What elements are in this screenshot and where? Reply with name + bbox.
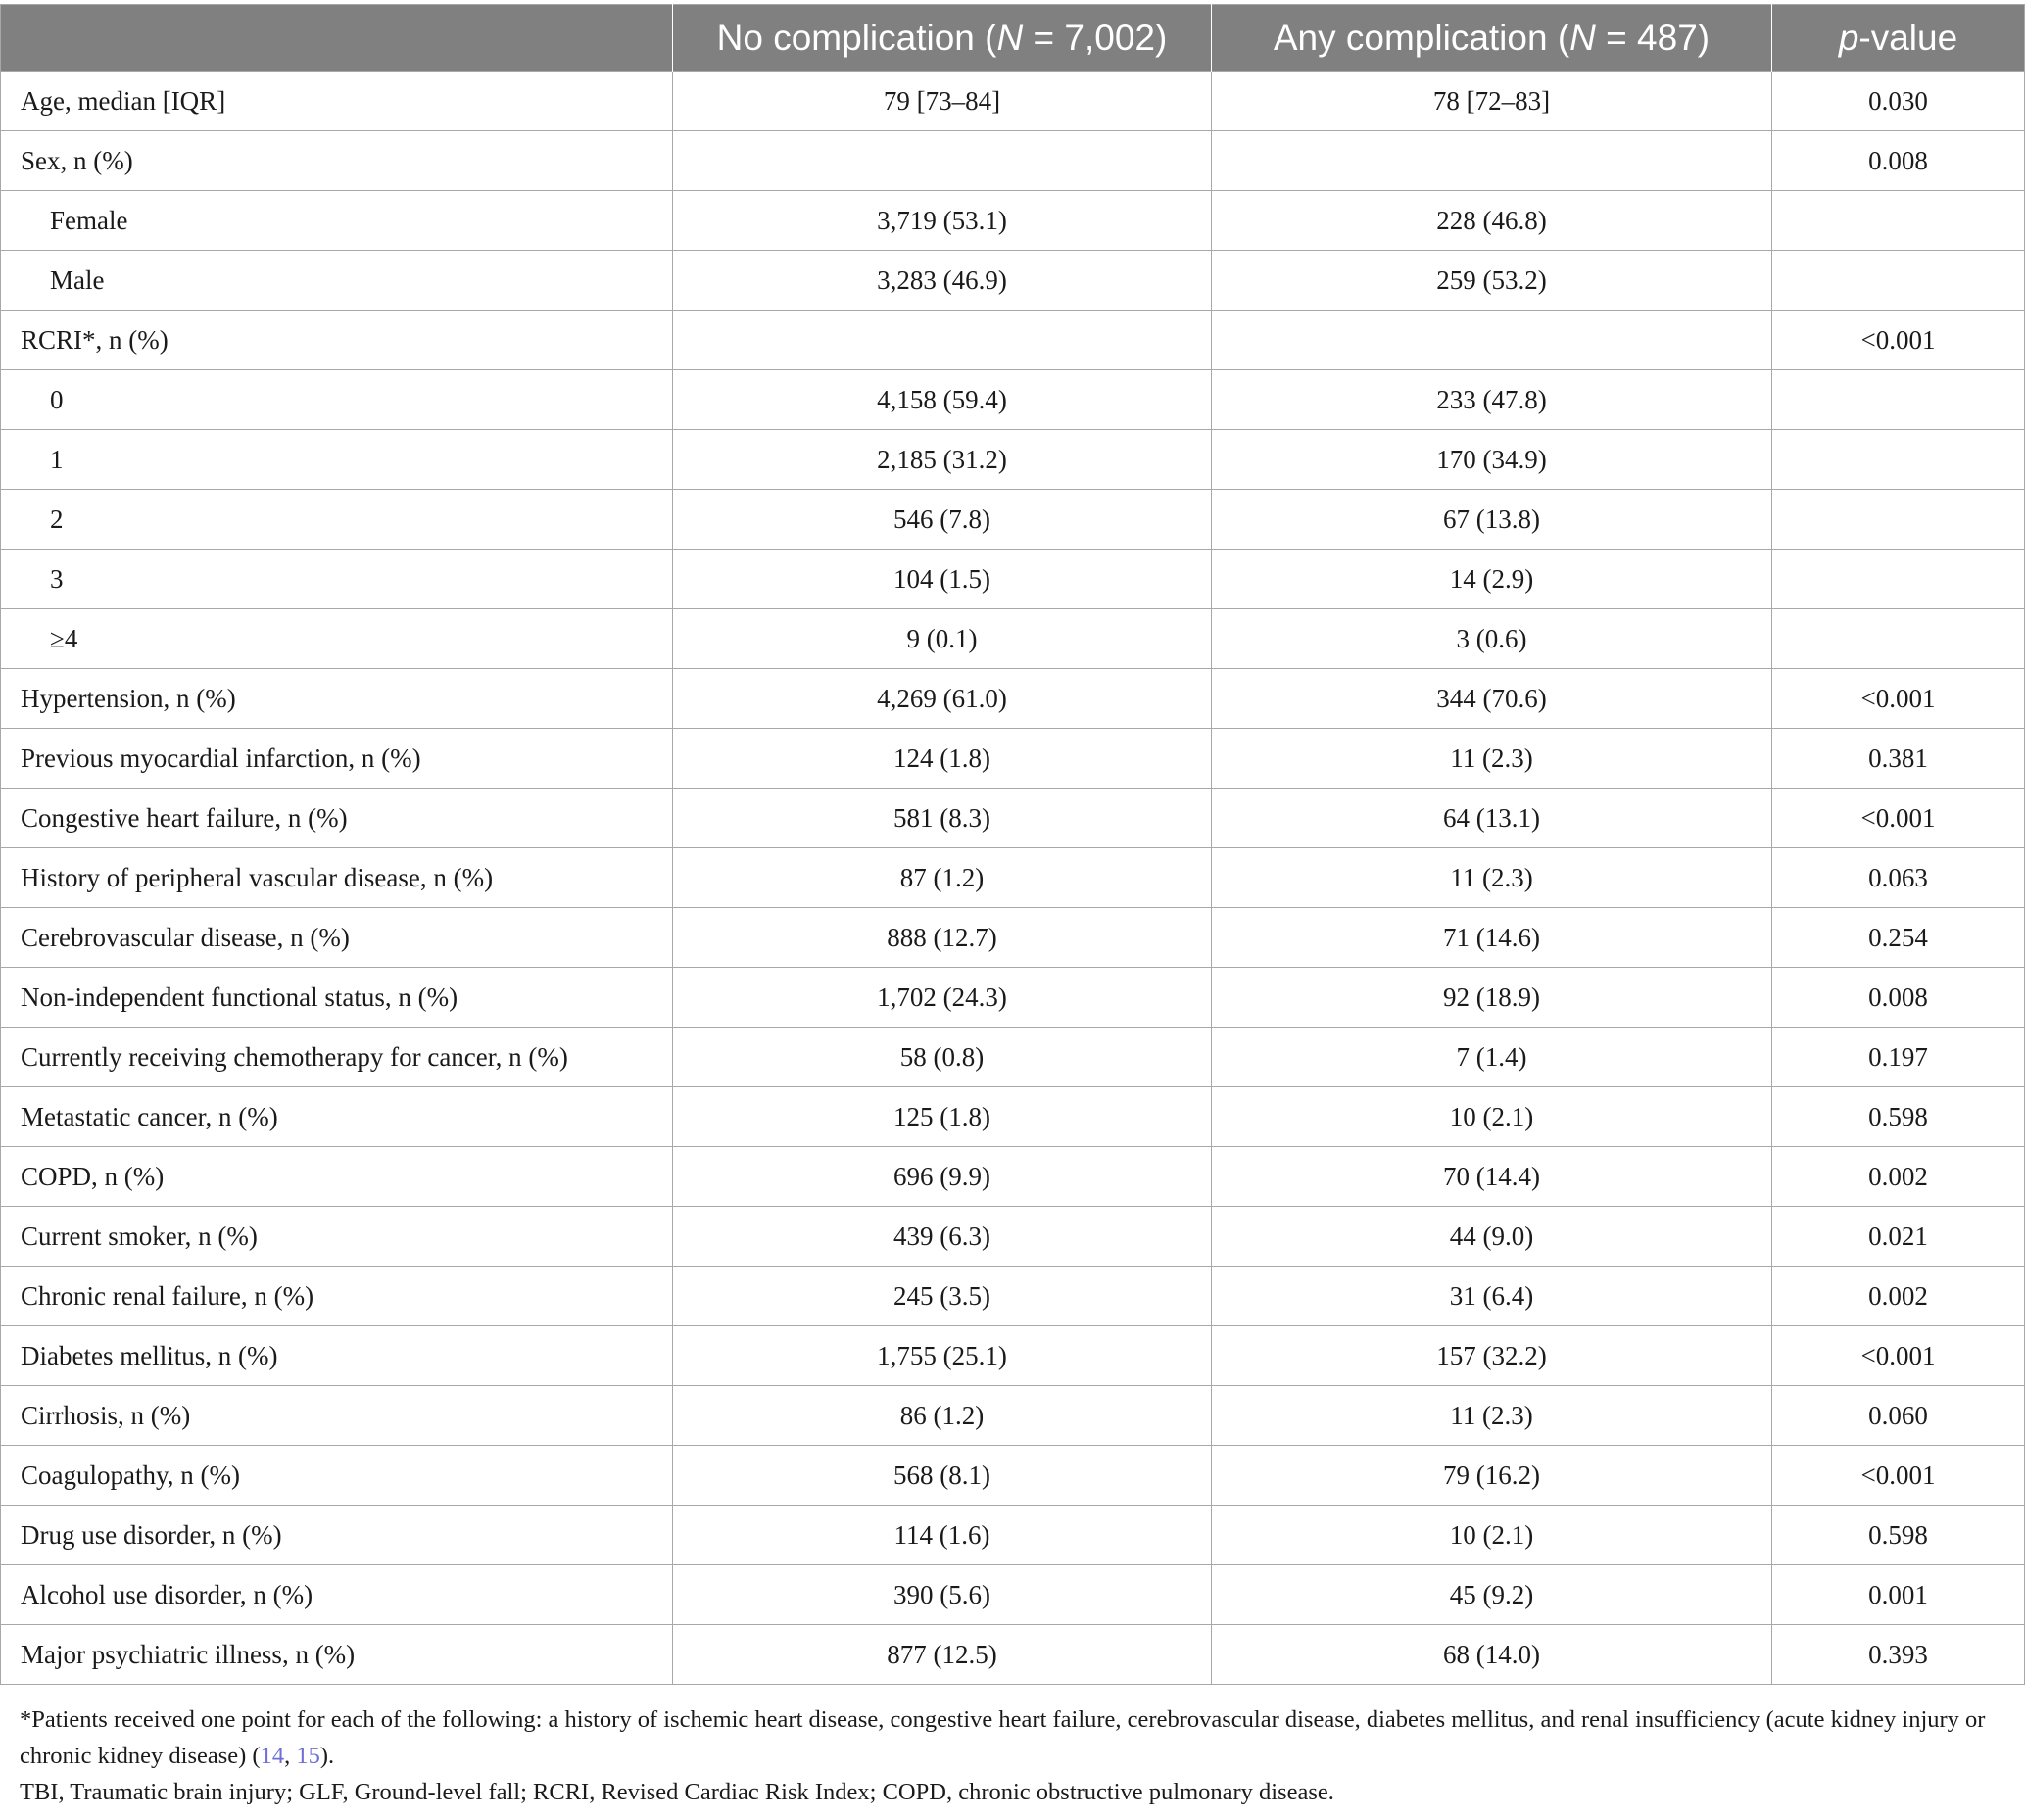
table-row <box>1 550 2025 609</box>
table-row <box>1 848 2025 908</box>
reference-link-15[interactable]: 15 <box>296 1743 320 1769</box>
header-any-complication-n: N <box>1569 17 1596 58</box>
cell-p-value: 0.002 <box>1772 1267 2025 1326</box>
footnote-abbreviations: TBI, Traumatic brain injury; GLF, Ground-level fall; RCRI, Revised Cardiac Risk Index; COPD, chronic obstructive pulmonary disease. <box>20 1779 1334 1805</box>
cell-no-complication: 104 (1.5) <box>673 550 1212 609</box>
row-label: Hypertension, n (%) <box>1 669 673 729</box>
header-row <box>1 5 2025 72</box>
table-row <box>1 430 2025 490</box>
row-label: Age, median [IQR] <box>1 72 673 131</box>
cell-any-complication: 259 (53.2) <box>1212 251 1772 311</box>
cell-any-complication: 14 (2.9) <box>1212 550 1772 609</box>
table-row <box>1 1386 2025 1446</box>
header-any-complication-post: = 487) <box>1595 17 1711 58</box>
cell-any-complication: 10 (2.1) <box>1212 1087 1772 1147</box>
cell-p-value: 0.008 <box>1772 131 2025 191</box>
row-label: 1 <box>1 430 673 490</box>
row-label: Alcohol use disorder, n (%) <box>1 1565 673 1625</box>
header-any-complication <box>1212 5 1772 72</box>
row-label: RCRI*, n (%) <box>1 311 673 370</box>
row-label: Drug use disorder, n (%) <box>1 1506 673 1565</box>
cell-any-complication: 10 (2.1) <box>1212 1506 1772 1565</box>
cell-p-value <box>1772 191 2025 251</box>
cell-any-complication: 233 (47.8) <box>1212 370 1772 430</box>
cell-p-value <box>1772 430 2025 490</box>
row-label: Current smoker, n (%) <box>1 1207 673 1267</box>
row-label: Male <box>1 251 673 311</box>
cell-any-complication: 344 (70.6) <box>1212 669 1772 729</box>
table-row <box>1 191 2025 251</box>
table-row <box>1 311 2025 370</box>
cell-any-complication: 70 (14.4) <box>1212 1147 1772 1207</box>
cell-p-value: <0.001 <box>1772 1446 2025 1506</box>
row-label: Metastatic cancer, n (%) <box>1 1087 673 1147</box>
row-label: Female <box>1 191 673 251</box>
cell-p-value <box>1772 550 2025 609</box>
cell-any-complication: 44 (9.0) <box>1212 1207 1772 1267</box>
row-label: 3 <box>1 550 673 609</box>
cell-p-value: 0.598 <box>1772 1506 2025 1565</box>
cell-any-complication: 11 (2.3) <box>1212 1386 1772 1446</box>
characteristics-table <box>0 4 2025 1685</box>
cell-no-complication: 87 (1.2) <box>673 848 1212 908</box>
cell-p-value: 0.008 <box>1772 968 2025 1028</box>
cell-no-complication: 568 (8.1) <box>673 1446 1212 1506</box>
cell-no-complication: 696 (9.9) <box>673 1147 1212 1207</box>
row-label: Cirrhosis, n (%) <box>1 1386 673 1446</box>
table-body <box>1 72 2025 1685</box>
cell-p-value: 0.393 <box>1772 1625 2025 1685</box>
cell-p-value: 0.030 <box>1772 72 2025 131</box>
footnote-rcri-end: ). <box>319 1743 335 1769</box>
row-label: 2 <box>1 490 673 550</box>
cell-any-complication: 31 (6.4) <box>1212 1267 1772 1326</box>
cell-no-complication: 3,283 (46.9) <box>673 251 1212 311</box>
cell-any-complication: 228 (46.8) <box>1212 191 1772 251</box>
cell-no-complication: 2,185 (31.2) <box>673 430 1212 490</box>
cell-no-complication <box>673 311 1212 370</box>
cell-no-complication: 58 (0.8) <box>673 1028 1212 1087</box>
header-p-post: -value <box>1858 17 1958 58</box>
row-label: Non-independent functional status, n (%) <box>1 968 673 1028</box>
row-label: Congestive heart failure, n (%) <box>1 789 673 848</box>
cell-p-value: 0.060 <box>1772 1386 2025 1446</box>
cell-no-complication: 125 (1.8) <box>673 1087 1212 1147</box>
cell-p-value: 0.063 <box>1772 848 2025 908</box>
cell-no-complication: 439 (6.3) <box>673 1207 1212 1267</box>
row-label: Cerebrovascular disease, n (%) <box>1 908 673 968</box>
header-no-complication-pre: No complication ( <box>716 17 997 58</box>
cell-any-complication: 71 (14.6) <box>1212 908 1772 968</box>
footnote-rcri-text: *Patients received one point for each of the following: a history of ischemic heart disease, congestive heart failure, cerebrovascular disease, diabetes mellitus, and renal insufficiency (acute kidney injury or chronic kidney disease) ( <box>20 1706 1986 1769</box>
cell-p-value: 0.001 <box>1772 1565 2025 1625</box>
cell-any-complication: 67 (13.8) <box>1212 490 1772 550</box>
cell-p-value: 0.021 <box>1772 1207 2025 1267</box>
table-row <box>1 490 2025 550</box>
cell-any-complication: 92 (18.9) <box>1212 968 1772 1028</box>
row-label: Diabetes mellitus, n (%) <box>1 1326 673 1386</box>
cell-no-complication: 888 (12.7) <box>673 908 1212 968</box>
cell-any-complication: 79 (16.2) <box>1212 1446 1772 1506</box>
cell-p-value <box>1772 609 2025 669</box>
table-row <box>1 789 2025 848</box>
header-no-complication-post: = 7,002) <box>1023 17 1168 58</box>
cell-no-complication: 86 (1.2) <box>673 1386 1212 1446</box>
row-label: Coagulopathy, n (%) <box>1 1446 673 1506</box>
row-label: Previous myocardial infarction, n (%) <box>1 729 673 789</box>
row-label: 0 <box>1 370 673 430</box>
table-row <box>1 1326 2025 1386</box>
cell-no-complication: 3,719 (53.1) <box>673 191 1212 251</box>
table-row <box>1 370 2025 430</box>
cell-any-complication: 68 (14.0) <box>1212 1625 1772 1685</box>
row-label: COPD, n (%) <box>1 1147 673 1207</box>
table-row <box>1 1147 2025 1207</box>
cell-no-complication: 79 [73–84] <box>673 72 1212 131</box>
table-row <box>1 1565 2025 1625</box>
cell-any-complication: 45 (9.2) <box>1212 1565 1772 1625</box>
row-label: Currently receiving chemotherapy for cancer, n (%) <box>1 1028 673 1087</box>
table-row <box>1 1207 2025 1267</box>
footnote-rcri <box>20 1701 2008 1774</box>
reference-link-14[interactable]: 14 <box>260 1743 285 1769</box>
cell-p-value: 0.002 <box>1772 1147 2025 1207</box>
header-no-complication <box>673 5 1212 72</box>
cell-no-complication: 1,702 (24.3) <box>673 968 1212 1028</box>
cell-no-complication: 390 (5.6) <box>673 1565 1212 1625</box>
table-row <box>1 1087 2025 1147</box>
cell-p-value: <0.001 <box>1772 669 2025 729</box>
cell-p-value: <0.001 <box>1772 1326 2025 1386</box>
cell-no-complication: 114 (1.6) <box>673 1506 1212 1565</box>
cell-no-complication: 9 (0.1) <box>673 609 1212 669</box>
table-row <box>1 908 2025 968</box>
table-row <box>1 968 2025 1028</box>
header-any-complication-pre: Any complication ( <box>1273 17 1570 58</box>
table-row <box>1 1446 2025 1506</box>
table-header <box>1 5 2025 72</box>
cell-any-complication: 3 (0.6) <box>1212 609 1772 669</box>
row-label: ≥4 <box>1 609 673 669</box>
table-row <box>1 1267 2025 1326</box>
row-label: Chronic renal failure, n (%) <box>1 1267 673 1326</box>
table-row <box>1 669 2025 729</box>
row-label: Major psychiatric illness, n (%) <box>1 1625 673 1685</box>
cell-no-complication: 124 (1.8) <box>673 729 1212 789</box>
table-row <box>1 1625 2025 1685</box>
cell-any-complication: 64 (13.1) <box>1212 789 1772 848</box>
cell-p-value: 0.598 <box>1772 1087 2025 1147</box>
table-row <box>1 1028 2025 1087</box>
cell-any-complication: 170 (34.9) <box>1212 430 1772 490</box>
cell-any-complication: 11 (2.3) <box>1212 848 1772 908</box>
row-label: History of peripheral vascular disease, n (%) <box>1 848 673 908</box>
cell-no-complication: 877 (12.5) <box>673 1625 1212 1685</box>
header-variable <box>1 5 673 72</box>
table-row <box>1 251 2025 311</box>
cell-no-complication: 546 (7.8) <box>673 490 1212 550</box>
cell-any-complication: 78 [72–83] <box>1212 72 1772 131</box>
table-row <box>1 131 2025 191</box>
cell-p-value <box>1772 490 2025 550</box>
cell-no-complication: 4,269 (61.0) <box>673 669 1212 729</box>
header-p-italic: p <box>1838 17 1859 58</box>
cell-no-complication: 4,158 (59.4) <box>673 370 1212 430</box>
cell-any-complication: 7 (1.4) <box>1212 1028 1772 1087</box>
table-footnotes <box>20 1701 2008 1810</box>
header-p-value <box>1772 5 2025 72</box>
cell-p-value: <0.001 <box>1772 789 2025 848</box>
cell-p-value <box>1772 251 2025 311</box>
cell-any-complication <box>1212 311 1772 370</box>
characteristics-table-container <box>0 4 2024 1685</box>
table-row <box>1 72 2025 131</box>
footnote-ref-separator: , <box>284 1743 297 1769</box>
table-row <box>1 609 2025 669</box>
cell-p-value: 0.381 <box>1772 729 2025 789</box>
cell-any-complication: 157 (32.2) <box>1212 1326 1772 1386</box>
cell-no-complication <box>673 131 1212 191</box>
cell-no-complication: 581 (8.3) <box>673 789 1212 848</box>
header-no-complication-n: N <box>996 17 1024 58</box>
cell-no-complication: 245 (3.5) <box>673 1267 1212 1326</box>
cell-any-complication <box>1212 131 1772 191</box>
cell-no-complication: 1,755 (25.1) <box>673 1326 1212 1386</box>
cell-p-value: 0.197 <box>1772 1028 2025 1087</box>
table-row <box>1 729 2025 789</box>
cell-p-value <box>1772 370 2025 430</box>
cell-any-complication: 11 (2.3) <box>1212 729 1772 789</box>
row-label: Sex, n (%) <box>1 131 673 191</box>
cell-p-value: 0.254 <box>1772 908 2025 968</box>
cell-p-value: <0.001 <box>1772 311 2025 370</box>
table-row <box>1 1506 2025 1565</box>
